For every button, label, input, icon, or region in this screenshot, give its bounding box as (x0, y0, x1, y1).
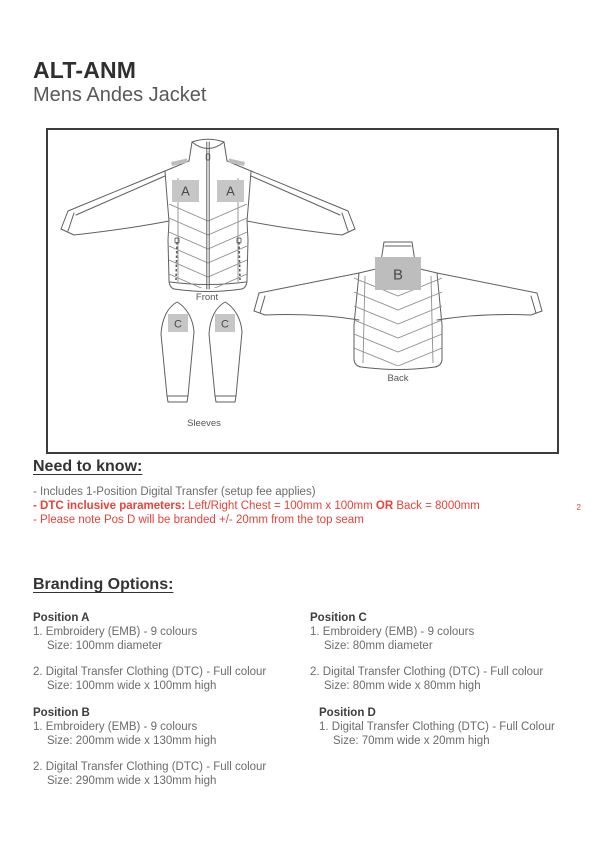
pocket-zip-right (239, 242, 240, 280)
dtc-parameters-lead: - DTC inclusive parameters: (33, 500, 186, 512)
position-c-block (310, 611, 593, 693)
branding-item (33, 626, 310, 653)
branding-item-size: Size: 70mm wide x 20mm high (333, 734, 490, 747)
header (33, 58, 206, 107)
back-view-illustration (254, 242, 542, 384)
position-b-letter: B (392, 266, 404, 284)
need-to-know-heading: Need to know: (33, 458, 143, 475)
branding-column-left (33, 611, 310, 801)
note-dtc-parameters (33, 499, 581, 513)
note-includes-digital-transfer: - Includes 1-Position Digital Transfer (setup fee applies) (33, 486, 316, 498)
position-a-letter: A (181, 183, 190, 199)
dtc-chest-size: Left/Right Chest = 100mm x 100mm (185, 500, 376, 512)
branding-item-line: 2. Digital Transfer Clothing (DTC) - Full colour (33, 761, 267, 773)
branding-item-size: Size: 200mm wide x 130mm high (47, 734, 217, 747)
branding-item-size: Size: 100mm diameter (47, 639, 163, 652)
branding-item (310, 666, 593, 693)
sleeves-illustration (161, 302, 242, 429)
branding-item-line: 1. Embroidery (EMB) - 9 colours (33, 721, 198, 733)
branding-item (310, 626, 593, 653)
branding-item (33, 666, 310, 693)
product-name: Mens Andes Jacket (33, 84, 207, 106)
position-a-letter: A (226, 183, 235, 199)
branding-item-size: Size: 80mm wide x 80mm high (324, 679, 481, 692)
dtc-back-size: Back = 8000mm (393, 500, 480, 512)
position-title: Position C (310, 612, 367, 624)
branding-item (319, 721, 593, 748)
branding-item-line: 2. Digital Transfer Clothing (DTC) - Full colour (33, 666, 267, 678)
position-d-block (319, 706, 593, 748)
branding-item-line: 1. Embroidery (EMB) - 9 colours (310, 626, 475, 638)
product-code: ALT-ANM (33, 57, 137, 83)
jacket-diagram (48, 130, 557, 452)
branding-columns (33, 611, 593, 801)
branding-item-size: Size: 80mm diameter (324, 639, 433, 652)
position-c-letter: C (221, 318, 229, 331)
front-label: Front (195, 292, 219, 303)
back-label: Back (387, 373, 409, 384)
sleeves-label: Sleeves (187, 418, 221, 429)
branding-item (33, 721, 310, 748)
position-title: Position B (33, 707, 90, 719)
position-a-block (33, 611, 310, 693)
need-to-know-notes (33, 485, 581, 527)
pocket-zip-left (176, 242, 177, 280)
branding-options-section (33, 576, 593, 801)
dtc-or: OR (375, 500, 394, 512)
diagram-box (46, 128, 559, 454)
position-b-block (33, 706, 310, 788)
position-title: Position D (319, 707, 376, 719)
branding-item-size: Size: 100mm wide x 100mm high (47, 679, 217, 692)
branding-item-line: 1. Digital Transfer Clothing (DTC) - Full Colour (319, 721, 555, 733)
position-title: Position A (33, 612, 90, 624)
branding-item (33, 761, 310, 788)
superscript-2: 2 (576, 503, 581, 512)
branding-item-size: Size: 290mm wide x 130mm high (47, 774, 217, 787)
branding-column-right (310, 611, 593, 801)
note-pos-d-seam: - Please note Pos D will be branded +/- 20mm from the top seam (33, 514, 364, 526)
front-view-illustration (61, 139, 355, 303)
need-to-know-section (33, 458, 581, 527)
branding-item-line: 1. Embroidery (EMB) - 9 colours (33, 626, 198, 638)
branding-item-line: 2. Digital Transfer Clothing (DTC) - Full colour (310, 666, 544, 678)
position-c-letter: C (174, 318, 182, 331)
branding-options-heading: Branding Options: (33, 576, 174, 593)
